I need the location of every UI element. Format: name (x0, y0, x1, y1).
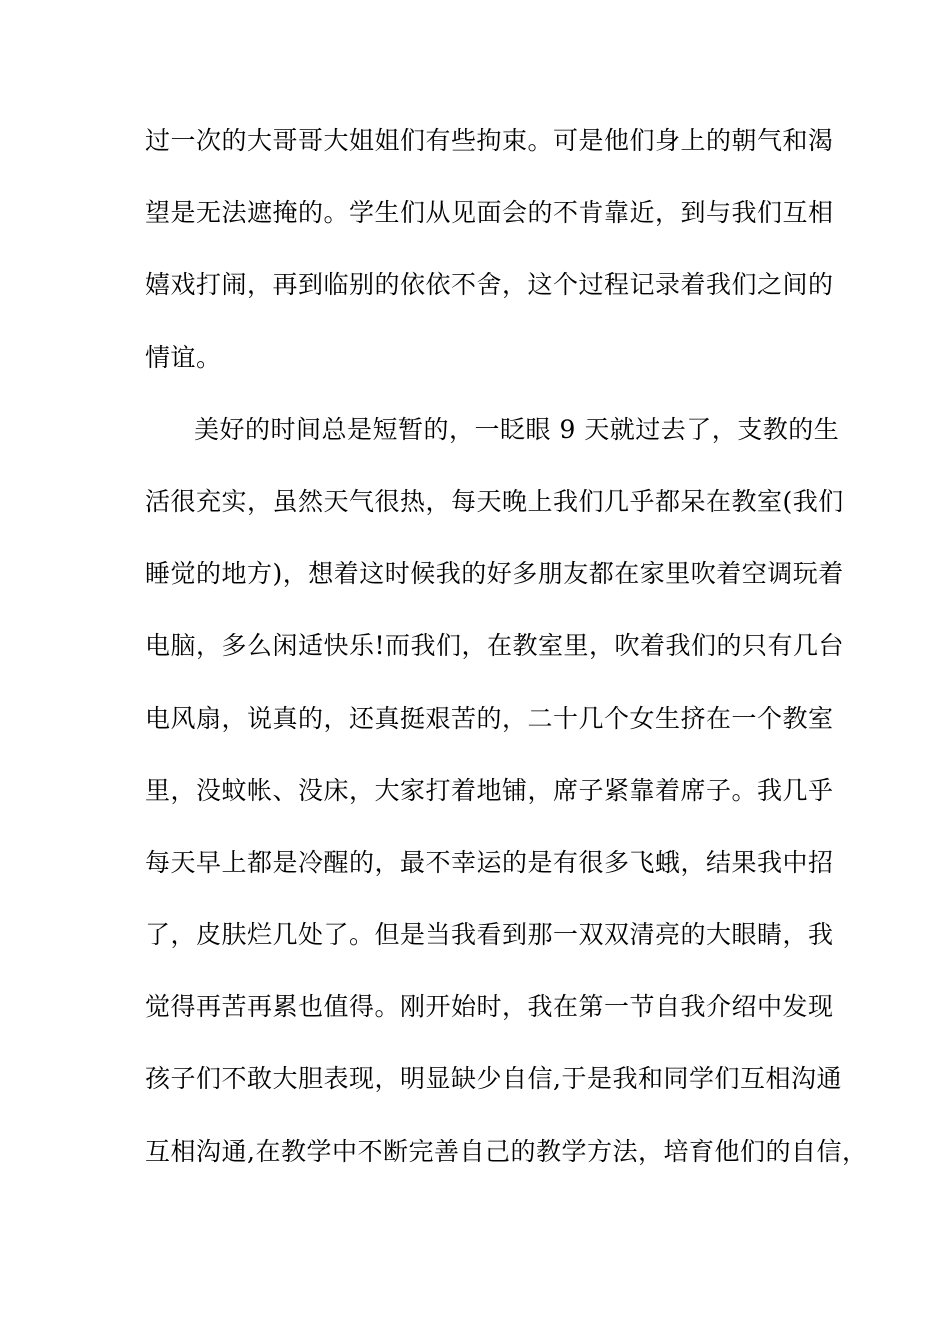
text-line: 电风扇，说真的，还真挺艰苦的，二十几个女生挤在一个教室 (145, 703, 834, 733)
text-line: 孩子们不敢大胆表现，明显缺少自信,于是我和同学们互相沟通 (145, 1064, 842, 1094)
text-line: 每天早上都是冷醒的，最不幸运的是有很多飞蛾，结果我中招 (145, 847, 834, 877)
text-line: 互相沟通,在教学中不断完善自己的教学方法，培育他们的自信， (145, 1136, 868, 1166)
text-line: 活很充实，虽然天气很热，每天晚上我们几乎都呆在教室(我们 (145, 486, 844, 516)
text-line: 了，皮肤烂几处了。但是当我看到那一双双清亮的大眼睛，我 (145, 920, 834, 950)
text-line: 里，没蚊帐、没床，大家打着地铺，席子紧靠着席子。我几乎 (145, 775, 834, 805)
text-line: 嬉戏打闹，再到临别的依依不舍，这个过程记录着我们之间的 (145, 270, 834, 300)
text-line: 望是无法遮掩的。学生们从见面会的不肯靠近，到与我们互相 (145, 198, 834, 228)
text-line: 过一次的大哥哥大姐姐们有些拘束。可是他们身上的朝气和渴 (145, 126, 834, 155)
text-line: 情谊。 (145, 342, 222, 372)
body-text (145, 126, 868, 1211)
paragraph-first-line: 美好的时间总是短暂的，一眨眼 9 天就过去了，支教的生 (194, 414, 840, 444)
text-line: 觉得再苦再累也值得。刚开始时，我在第一节自我介绍中发现 (145, 992, 834, 1022)
text-line: 睡觉的地方)，想着这时候我的好多朋友都在家里吹着空调玩着 (145, 559, 844, 589)
text-line: 电脑，多么闲适快乐!而我们，在教室里，吹着我们的只有几台 (145, 631, 845, 661)
